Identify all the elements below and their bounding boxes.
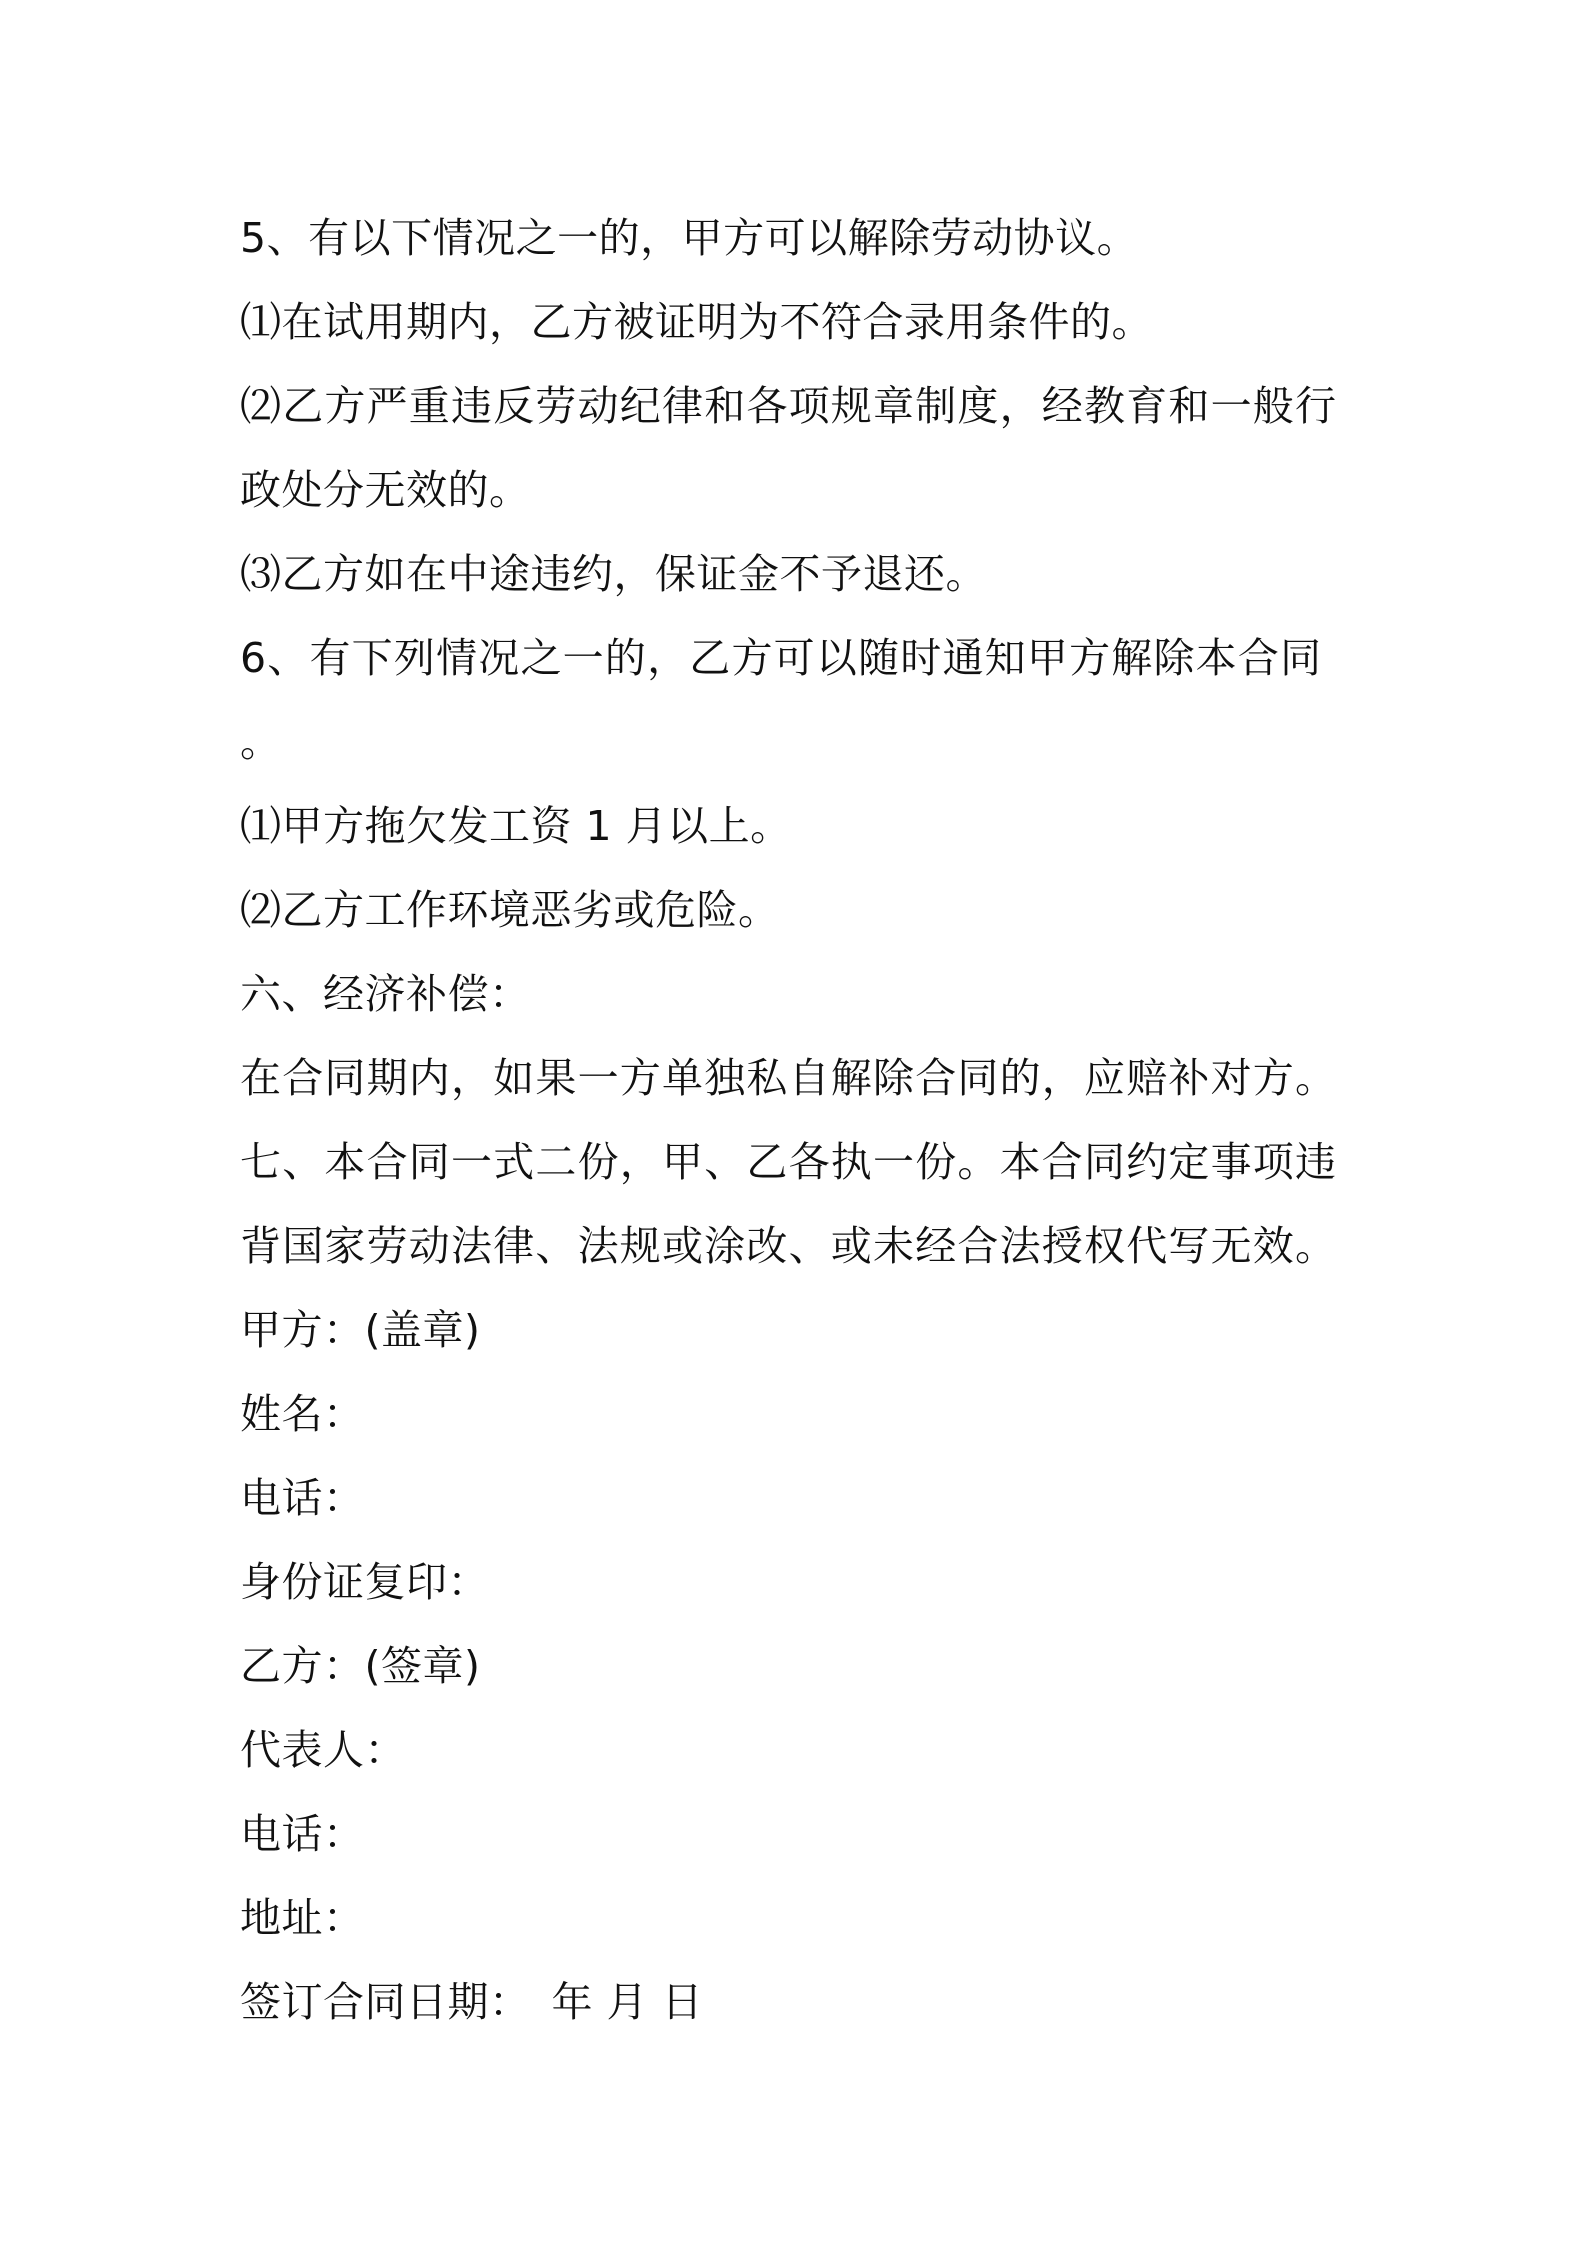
clause-6-heading-line-2: 。: [240, 718, 282, 766]
party-b-representative: 代表人：: [240, 1726, 406, 1774]
section-7-text-line-1: 七、本合同一式二份，甲、乙各执一份。本合同约定事项违: [240, 1138, 1338, 1186]
clause-5-item-3: ⑶乙方如在中途违约，保证金不予退还。: [240, 550, 987, 598]
clause-5-item-1: ⑴在试用期内，乙方被证明为不符合录用条件的。: [240, 298, 1153, 346]
section-6-text: 在合同期内，如果一方单独私自解除合同的，应赔补对方。: [240, 1054, 1338, 1102]
clause-5-item-2-line-1: ⑵乙方严重违反劳动纪律和各项规章制度，经教育和一般行: [240, 382, 1338, 430]
party-a-id-copy: 身份证复印：: [240, 1558, 489, 1606]
clause-6-item-2: ⑵乙方工作环境恶劣或危险。: [240, 886, 780, 934]
party-a-name: 姓名：: [240, 1390, 365, 1438]
party-a-seal: 甲方：(盖章): [240, 1306, 481, 1354]
clause-5-heading: 5、有以下情况之一的，甲方可以解除劳动协议。: [240, 214, 1139, 262]
clause-6-item-1: ⑴甲方拖欠发工资 1 月以上。: [240, 802, 792, 850]
party-b-address: 地址：: [240, 1894, 365, 1942]
clause-5-item-2-line-2: 政处分无效的。: [240, 466, 531, 514]
party-a-phone: 电话：: [240, 1474, 365, 1522]
clause-6-heading-line-1: 6、有下列情况之一的，乙方可以随时通知甲方解除本合同: [240, 634, 1323, 682]
section-7-text-line-2: 背国家劳动法律、法规或涂改、或未经合法授权代写无效。: [240, 1222, 1338, 1270]
section-6-heading: 六、经济补偿：: [240, 970, 531, 1018]
contract-text-body: [240, 196, 1360, 2044]
contract-signing-date: 签订合同日期： 年 月 日: [240, 1978, 704, 2026]
party-b-phone: 电话：: [240, 1810, 365, 1858]
party-b-signature: 乙方：(签章): [240, 1642, 481, 1690]
